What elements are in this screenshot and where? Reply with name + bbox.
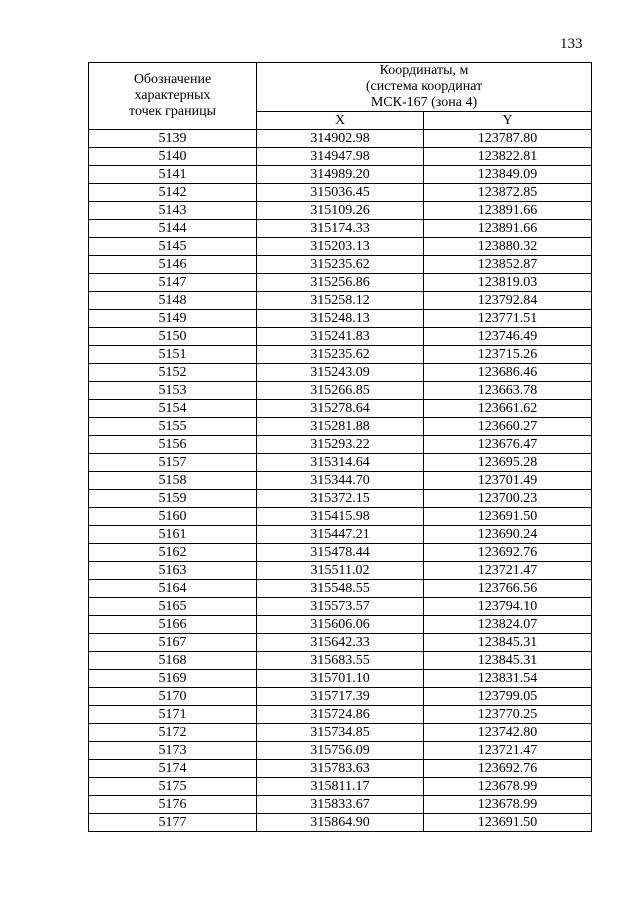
point-cell: 5140 — [89, 148, 257, 166]
table-row — [89, 202, 592, 220]
x-cell: 315036.45 — [257, 184, 424, 202]
point-cell: 5157 — [89, 454, 257, 472]
point-cell: 5158 — [89, 472, 257, 490]
table-row — [89, 148, 592, 166]
table-row — [89, 760, 592, 778]
x-cell: 315478.44 — [257, 544, 424, 562]
table-row — [89, 598, 592, 616]
y-cell: 123799.05 — [424, 688, 592, 706]
point-cell: 5162 — [89, 544, 257, 562]
coordinates-table — [88, 62, 592, 832]
table-row — [89, 778, 592, 796]
point-cell: 5144 — [89, 220, 257, 238]
table-row — [89, 166, 592, 184]
table-row — [89, 382, 592, 400]
y-cell: 123678.99 — [424, 778, 592, 796]
table-row — [89, 490, 592, 508]
table-row — [89, 670, 592, 688]
point-cell: 5153 — [89, 382, 257, 400]
table-row — [89, 184, 592, 202]
header-coordinates-label: Координаты, м (система координат МСК-167 (зона 4) — [365, 63, 483, 110]
y-cell: 123721.47 — [424, 562, 592, 580]
point-cell: 5139 — [89, 130, 257, 148]
header-y: Y — [424, 112, 592, 130]
table-row — [89, 508, 592, 526]
y-cell: 123766.56 — [424, 580, 592, 598]
table-row — [89, 418, 592, 436]
table-row — [89, 616, 592, 634]
y-cell: 123787.80 — [424, 130, 592, 148]
point-cell: 5148 — [89, 292, 257, 310]
table-row — [89, 436, 592, 454]
x-cell: 315783.63 — [257, 760, 424, 778]
point-cell: 5175 — [89, 778, 257, 796]
x-cell: 315606.06 — [257, 616, 424, 634]
table-row — [89, 724, 592, 742]
table-row — [89, 274, 592, 292]
point-cell: 5149 — [89, 310, 257, 328]
point-cell: 5168 — [89, 652, 257, 670]
table-row — [89, 706, 592, 724]
table-row — [89, 472, 592, 490]
point-cell: 5163 — [89, 562, 257, 580]
table-row — [89, 256, 592, 274]
x-cell: 315293.22 — [257, 436, 424, 454]
point-cell: 5152 — [89, 364, 257, 382]
y-cell: 123663.78 — [424, 382, 592, 400]
header-point-designation-label: Обозначение характерных точек границы — [129, 72, 216, 119]
y-cell: 123692.76 — [424, 544, 592, 562]
point-cell: 5154 — [89, 400, 257, 418]
y-cell: 123824.07 — [424, 616, 592, 634]
y-cell: 123660.27 — [424, 418, 592, 436]
x-cell: 315701.10 — [257, 670, 424, 688]
x-cell: 315258.12 — [257, 292, 424, 310]
table-row — [89, 688, 592, 706]
y-cell: 123691.50 — [424, 814, 592, 832]
point-cell: 5160 — [89, 508, 257, 526]
header-coordinates — [257, 63, 592, 112]
x-cell: 315447.21 — [257, 526, 424, 544]
header-x: X — [257, 112, 424, 130]
y-cell: 123661.62 — [424, 400, 592, 418]
point-cell: 5147 — [89, 274, 257, 292]
x-cell: 315734.85 — [257, 724, 424, 742]
table-row — [89, 346, 592, 364]
y-cell: 123849.09 — [424, 166, 592, 184]
y-cell: 123852.87 — [424, 256, 592, 274]
x-cell: 315833.67 — [257, 796, 424, 814]
point-cell: 5150 — [89, 328, 257, 346]
point-cell: 5161 — [89, 526, 257, 544]
table-row — [89, 544, 592, 562]
x-cell: 314947.98 — [257, 148, 424, 166]
x-cell: 314989.20 — [257, 166, 424, 184]
point-cell: 5173 — [89, 742, 257, 760]
x-cell: 315548.55 — [257, 580, 424, 598]
y-cell: 123690.24 — [424, 526, 592, 544]
y-cell: 123771.51 — [424, 310, 592, 328]
y-cell: 123678.99 — [424, 796, 592, 814]
y-cell: 123691.50 — [424, 508, 592, 526]
x-cell: 315235.62 — [257, 256, 424, 274]
y-cell: 123891.66 — [424, 220, 592, 238]
y-cell: 123721.47 — [424, 742, 592, 760]
table-row — [89, 652, 592, 670]
point-cell: 5156 — [89, 436, 257, 454]
y-cell: 123880.32 — [424, 238, 592, 256]
x-cell: 315281.88 — [257, 418, 424, 436]
table-row — [89, 742, 592, 760]
x-cell: 315717.39 — [257, 688, 424, 706]
table-row — [89, 328, 592, 346]
table-row — [89, 310, 592, 328]
y-cell: 123822.81 — [424, 148, 592, 166]
x-cell: 315278.64 — [257, 400, 424, 418]
y-cell: 123676.47 — [424, 436, 592, 454]
point-cell: 5145 — [89, 238, 257, 256]
point-cell: 5159 — [89, 490, 257, 508]
point-cell: 5177 — [89, 814, 257, 832]
point-cell: 5165 — [89, 598, 257, 616]
point-cell: 5151 — [89, 346, 257, 364]
point-cell: 5141 — [89, 166, 257, 184]
x-cell: 315266.85 — [257, 382, 424, 400]
x-cell: 315203.13 — [257, 238, 424, 256]
x-cell: 315756.09 — [257, 742, 424, 760]
y-cell: 123715.26 — [424, 346, 592, 364]
table-row — [89, 796, 592, 814]
x-cell: 315109.26 — [257, 202, 424, 220]
table-row — [89, 634, 592, 652]
x-cell: 315235.62 — [257, 346, 424, 364]
x-cell: 315243.09 — [257, 364, 424, 382]
point-cell: 5166 — [89, 616, 257, 634]
point-cell: 5172 — [89, 724, 257, 742]
x-cell: 315415.98 — [257, 508, 424, 526]
point-cell: 5176 — [89, 796, 257, 814]
point-cell: 5164 — [89, 580, 257, 598]
x-cell: 315248.13 — [257, 310, 424, 328]
y-cell: 123794.10 — [424, 598, 592, 616]
x-cell: 315511.02 — [257, 562, 424, 580]
point-cell: 5171 — [89, 706, 257, 724]
x-cell: 315314.64 — [257, 454, 424, 472]
y-cell: 123831.54 — [424, 670, 592, 688]
x-cell: 315642.33 — [257, 634, 424, 652]
y-cell: 123819.03 — [424, 274, 592, 292]
table-row — [89, 454, 592, 472]
point-cell: 5146 — [89, 256, 257, 274]
y-cell: 123742.80 — [424, 724, 592, 742]
point-cell: 5142 — [89, 184, 257, 202]
y-cell: 123845.31 — [424, 634, 592, 652]
x-cell: 315724.86 — [257, 706, 424, 724]
y-cell: 123872.85 — [424, 184, 592, 202]
x-cell: 315372.15 — [257, 490, 424, 508]
point-cell: 5155 — [89, 418, 257, 436]
table-row — [89, 364, 592, 382]
table-row — [89, 238, 592, 256]
x-cell: 315256.86 — [257, 274, 424, 292]
y-cell: 123692.76 — [424, 760, 592, 778]
point-cell: 5174 — [89, 760, 257, 778]
y-cell: 123695.28 — [424, 454, 592, 472]
table-row — [89, 580, 592, 598]
y-cell: 123792.84 — [424, 292, 592, 310]
x-cell: 315683.55 — [257, 652, 424, 670]
point-cell: 5167 — [89, 634, 257, 652]
y-cell: 123686.46 — [424, 364, 592, 382]
table-row — [89, 814, 592, 832]
x-cell: 315344.70 — [257, 472, 424, 490]
point-cell: 5143 — [89, 202, 257, 220]
table-row — [89, 562, 592, 580]
header-point-designation — [89, 63, 257, 130]
x-cell: 314902.98 — [257, 130, 424, 148]
table-row — [89, 220, 592, 238]
y-cell: 123891.66 — [424, 202, 592, 220]
point-cell: 5169 — [89, 670, 257, 688]
y-cell: 123701.49 — [424, 472, 592, 490]
y-cell: 123770.25 — [424, 706, 592, 724]
table-row — [89, 292, 592, 310]
table-row — [89, 400, 592, 418]
table-row — [89, 526, 592, 544]
x-cell: 315241.83 — [257, 328, 424, 346]
point-cell: 5170 — [89, 688, 257, 706]
page-number: 133 — [560, 36, 583, 52]
x-cell: 315174.33 — [257, 220, 424, 238]
x-cell: 315864.90 — [257, 814, 424, 832]
y-cell: 123746.49 — [424, 328, 592, 346]
y-cell: 123845.31 — [424, 652, 592, 670]
table-row — [89, 130, 592, 148]
y-cell: 123700.23 — [424, 490, 592, 508]
x-cell: 315811.17 — [257, 778, 424, 796]
x-cell: 315573.57 — [257, 598, 424, 616]
